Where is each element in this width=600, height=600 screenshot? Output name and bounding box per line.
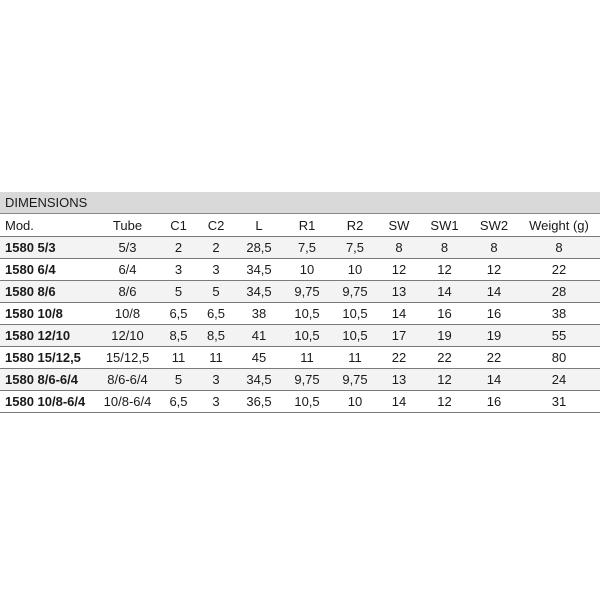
cell-c2: 11 bbox=[197, 347, 235, 369]
cell-r1: 10,5 bbox=[283, 303, 331, 325]
cell-l: 34,5 bbox=[235, 281, 283, 303]
cell-tube: 8/6 bbox=[95, 281, 160, 303]
cell-sw: 14 bbox=[379, 303, 419, 325]
cell-tube: 5/3 bbox=[95, 237, 160, 259]
table-row bbox=[0, 303, 600, 325]
cell-r2: 10,5 bbox=[331, 303, 379, 325]
cell-sw: 17 bbox=[379, 325, 419, 347]
cell-r2: 7,5 bbox=[331, 237, 379, 259]
cell-sw2: 8 bbox=[470, 237, 518, 259]
cell-mod: 1580 6/4 bbox=[0, 259, 95, 281]
cell-tube: 12/10 bbox=[95, 325, 160, 347]
column-header-c1: C1 bbox=[160, 214, 197, 237]
cell-tube: 6/4 bbox=[95, 259, 160, 281]
cell-sw: 13 bbox=[379, 369, 419, 391]
cell-r1: 9,75 bbox=[283, 281, 331, 303]
cell-sw2: 22 bbox=[470, 347, 518, 369]
column-header-sw2: SW2 bbox=[470, 214, 518, 237]
cell-tube: 8/6-6/4 bbox=[95, 369, 160, 391]
cell-sw: 12 bbox=[379, 259, 419, 281]
dimensions-table bbox=[0, 214, 600, 413]
cell-r2: 9,75 bbox=[331, 281, 379, 303]
cell-sw2: 12 bbox=[470, 259, 518, 281]
column-header-sw: SW bbox=[379, 214, 419, 237]
cell-r1: 7,5 bbox=[283, 237, 331, 259]
table-row bbox=[0, 259, 600, 281]
cell-r1: 10,5 bbox=[283, 391, 331, 413]
cell-weight: 31 bbox=[518, 391, 600, 413]
cell-sw1: 19 bbox=[419, 325, 470, 347]
cell-c2: 3 bbox=[197, 391, 235, 413]
cell-c2: 5 bbox=[197, 281, 235, 303]
cell-sw2: 16 bbox=[470, 391, 518, 413]
cell-sw: 8 bbox=[379, 237, 419, 259]
cell-r2: 10 bbox=[331, 259, 379, 281]
cell-weight: 24 bbox=[518, 369, 600, 391]
cell-sw1: 12 bbox=[419, 259, 470, 281]
cell-sw2: 14 bbox=[470, 281, 518, 303]
cell-sw1: 14 bbox=[419, 281, 470, 303]
cell-l: 34,5 bbox=[235, 369, 283, 391]
cell-weight: 28 bbox=[518, 281, 600, 303]
cell-r2: 9,75 bbox=[331, 369, 379, 391]
cell-weight: 55 bbox=[518, 325, 600, 347]
cell-l: 34,5 bbox=[235, 259, 283, 281]
cell-r2: 11 bbox=[331, 347, 379, 369]
cell-mod: 1580 10/8-6/4 bbox=[0, 391, 95, 413]
cell-mod: 1580 5/3 bbox=[0, 237, 95, 259]
cell-tube: 10/8-6/4 bbox=[95, 391, 160, 413]
cell-c1: 6,5 bbox=[160, 391, 197, 413]
cell-l: 28,5 bbox=[235, 237, 283, 259]
column-header-l: L bbox=[235, 214, 283, 237]
cell-sw1: 22 bbox=[419, 347, 470, 369]
cell-mod: 1580 15/12,5 bbox=[0, 347, 95, 369]
cell-c1: 5 bbox=[160, 369, 197, 391]
cell-r1: 9,75 bbox=[283, 369, 331, 391]
column-header-tube: Tube bbox=[95, 214, 160, 237]
cell-c1: 3 bbox=[160, 259, 197, 281]
cell-weight: 8 bbox=[518, 237, 600, 259]
cell-sw1: 12 bbox=[419, 391, 470, 413]
cell-sw1: 8 bbox=[419, 237, 470, 259]
cell-sw: 22 bbox=[379, 347, 419, 369]
header-row bbox=[0, 214, 600, 237]
column-header-mod: Mod. bbox=[0, 214, 95, 237]
cell-mod: 1580 12/10 bbox=[0, 325, 95, 347]
column-header-r2: R2 bbox=[331, 214, 379, 237]
cell-c1: 5 bbox=[160, 281, 197, 303]
cell-r1: 11 bbox=[283, 347, 331, 369]
table-row bbox=[0, 391, 600, 413]
cell-c2: 6,5 bbox=[197, 303, 235, 325]
cell-sw2: 19 bbox=[470, 325, 518, 347]
section-title: DIMENSIONS bbox=[0, 192, 600, 214]
cell-c2: 2 bbox=[197, 237, 235, 259]
cell-l: 36,5 bbox=[235, 391, 283, 413]
cell-r2: 10,5 bbox=[331, 325, 379, 347]
cell-sw2: 14 bbox=[470, 369, 518, 391]
column-header-r1: R1 bbox=[283, 214, 331, 237]
cell-r1: 10 bbox=[283, 259, 331, 281]
column-header-weight: Weight (g) bbox=[518, 214, 600, 237]
table-row bbox=[0, 281, 600, 303]
cell-mod: 1580 8/6 bbox=[0, 281, 95, 303]
cell-r2: 10 bbox=[331, 391, 379, 413]
cell-l: 45 bbox=[235, 347, 283, 369]
cell-tube: 10/8 bbox=[95, 303, 160, 325]
cell-sw: 13 bbox=[379, 281, 419, 303]
cell-mod: 1580 10/8 bbox=[0, 303, 95, 325]
cell-c2: 3 bbox=[197, 369, 235, 391]
cell-c1: 8,5 bbox=[160, 325, 197, 347]
table-row bbox=[0, 369, 600, 391]
table-row bbox=[0, 237, 600, 259]
cell-c1: 6,5 bbox=[160, 303, 197, 325]
cell-mod: 1580 8/6-6/4 bbox=[0, 369, 95, 391]
cell-tube: 15/12,5 bbox=[95, 347, 160, 369]
table-body bbox=[0, 237, 600, 413]
cell-weight: 22 bbox=[518, 259, 600, 281]
cell-c2: 8,5 bbox=[197, 325, 235, 347]
column-header-c2: C2 bbox=[197, 214, 235, 237]
cell-weight: 80 bbox=[518, 347, 600, 369]
cell-c1: 11 bbox=[160, 347, 197, 369]
cell-sw1: 12 bbox=[419, 369, 470, 391]
cell-l: 38 bbox=[235, 303, 283, 325]
cell-l: 41 bbox=[235, 325, 283, 347]
cell-r1: 10,5 bbox=[283, 325, 331, 347]
table-row bbox=[0, 325, 600, 347]
table-row bbox=[0, 347, 600, 369]
cell-sw1: 16 bbox=[419, 303, 470, 325]
cell-sw2: 16 bbox=[470, 303, 518, 325]
column-header-sw1: SW1 bbox=[419, 214, 470, 237]
cell-c1: 2 bbox=[160, 237, 197, 259]
dimensions-table-block bbox=[0, 192, 600, 413]
cell-weight: 38 bbox=[518, 303, 600, 325]
cell-sw: 14 bbox=[379, 391, 419, 413]
cell-c2: 3 bbox=[197, 259, 235, 281]
